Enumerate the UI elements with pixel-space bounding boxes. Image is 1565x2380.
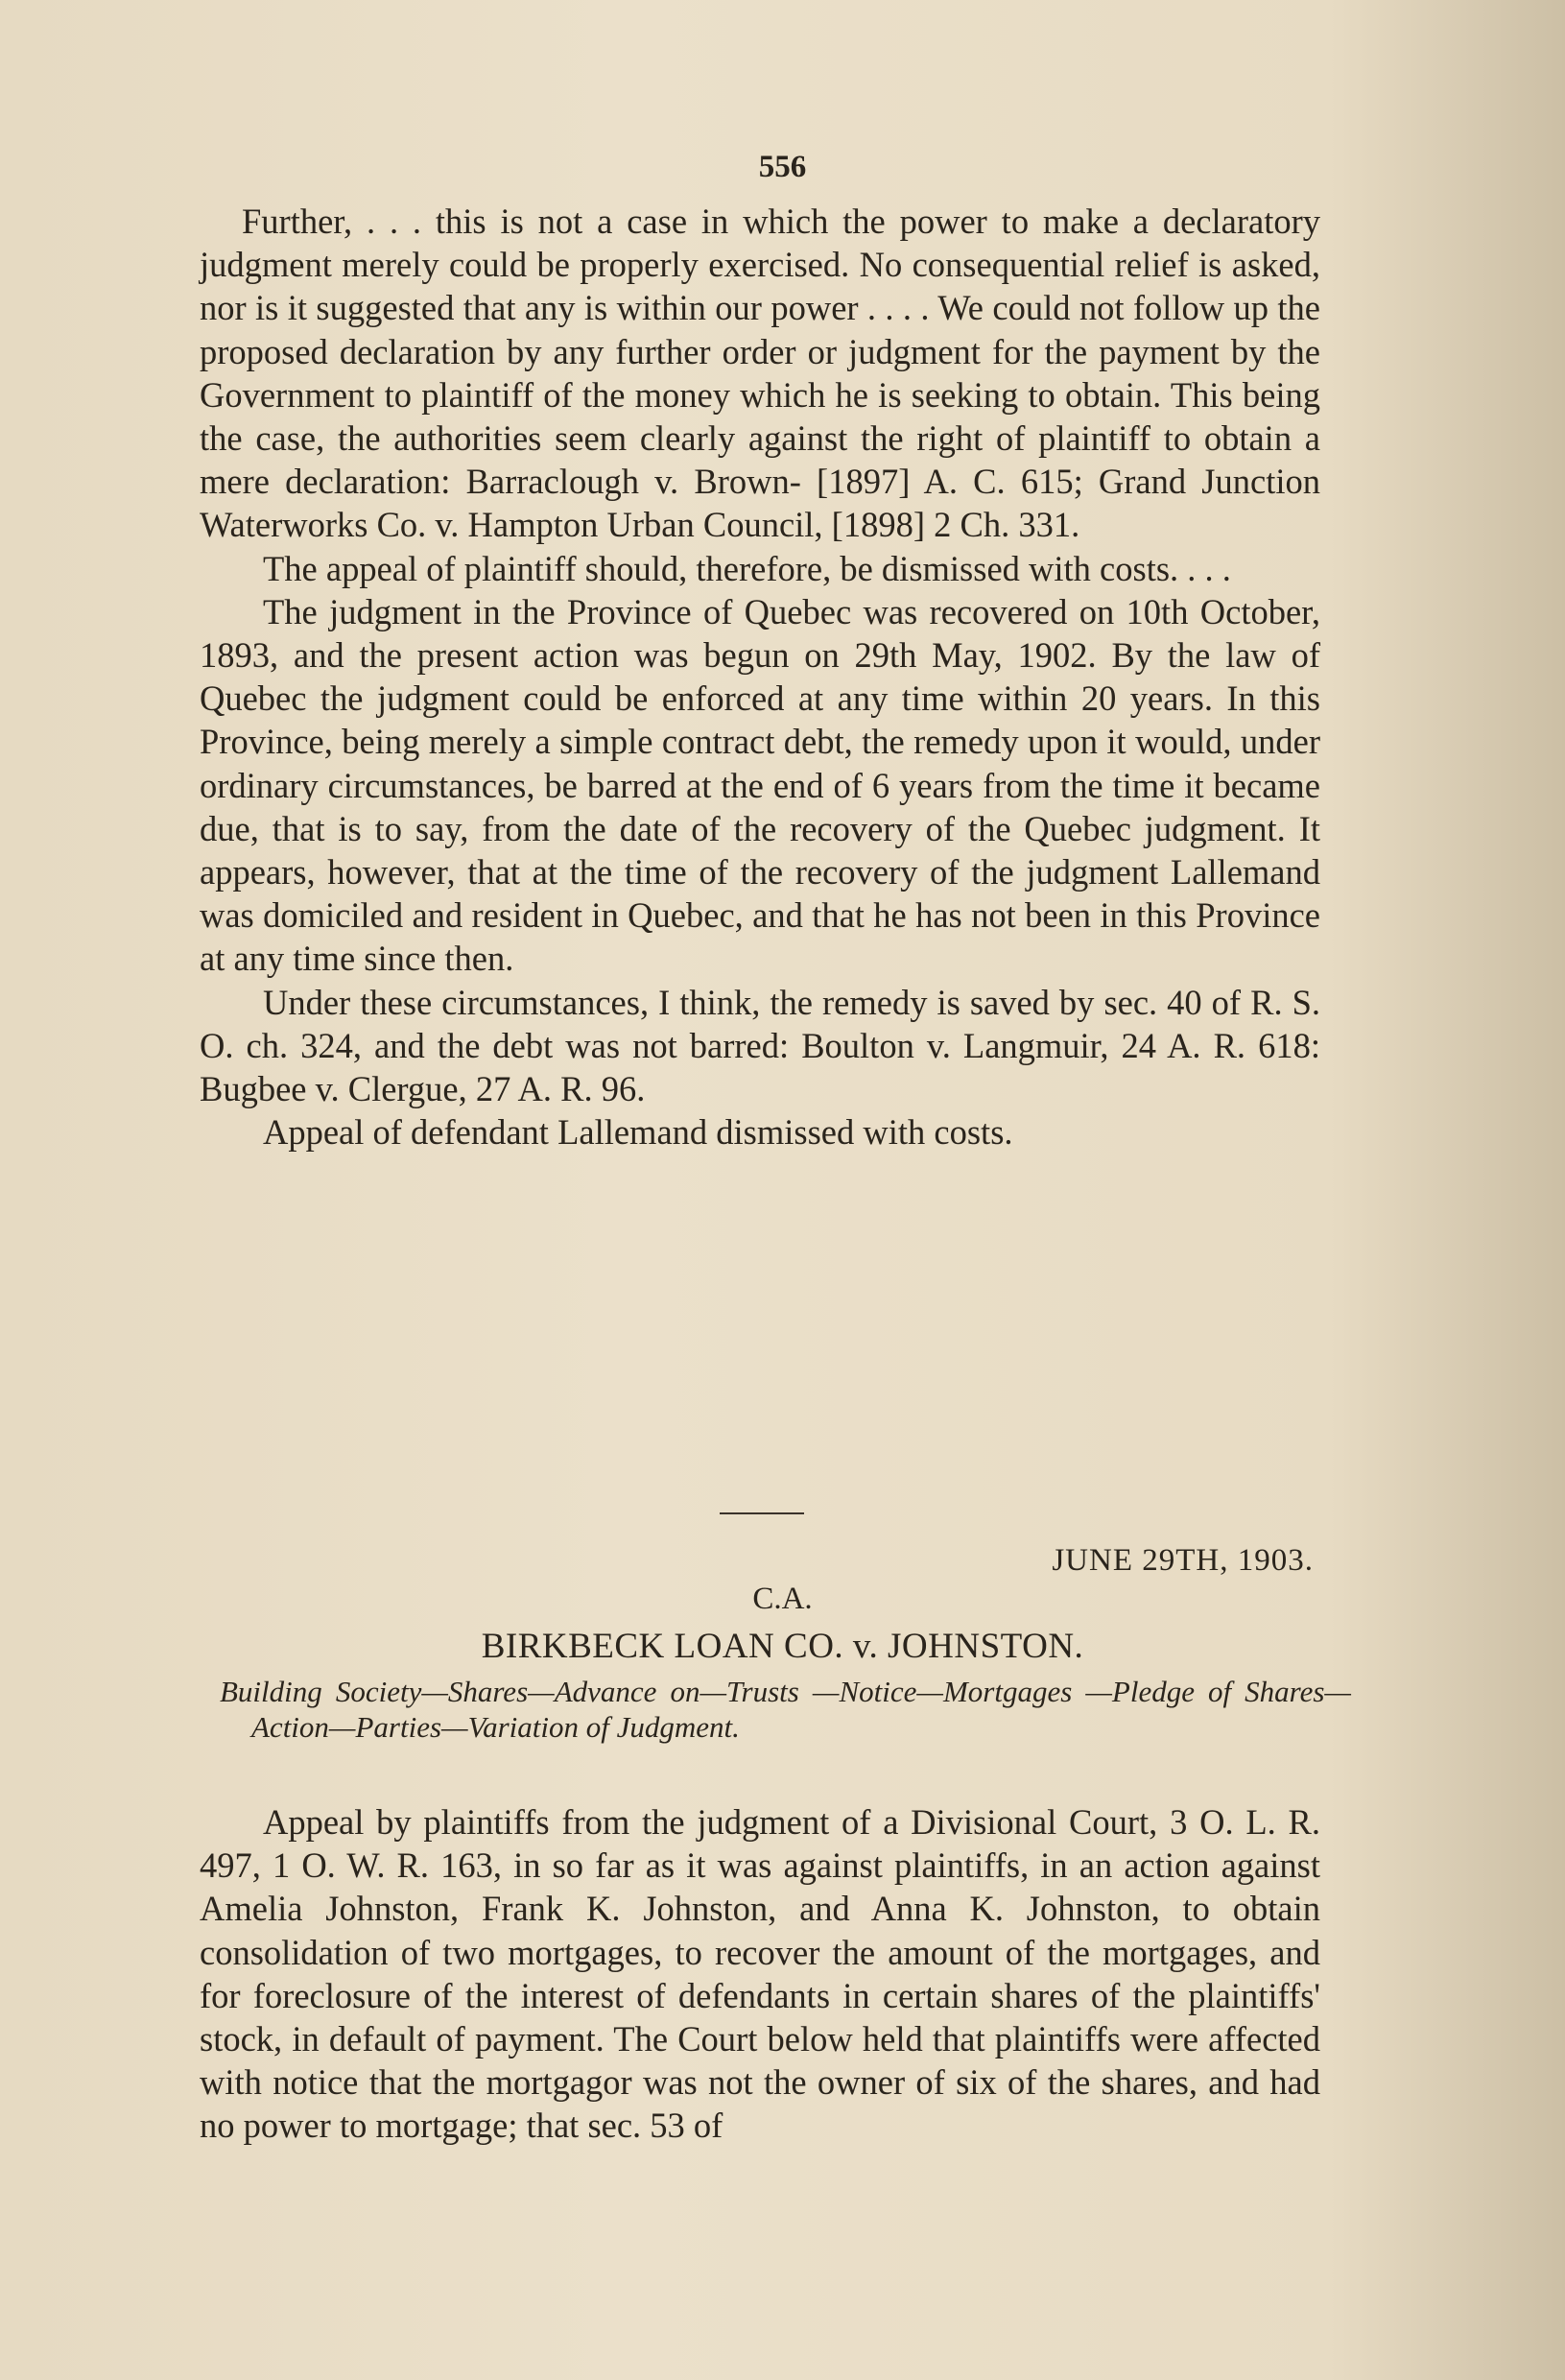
opinion-paragraph: Further, . . . this is not a case in which the power to make a declaratory judgment merely could be properly exercised. No consequential relief is asked, nor is it suggested that any is within our power . . . . We could not follow up the proposed declaration by any further order or judgment for the payment by the Government to plaintiff of the money which he is seeking to obtain. This being the case, the authorities seem clearly against the right of plaintiff to obtain a mere declaration: Barraclough v. Brown- [1897] A. C. 615; Grand Junction Waterworks Co. v. Hampton Urban Council, [1898] 2 Ch. 331. — [200, 202, 1320, 545]
court-label: C.A. — [752, 1582, 813, 1616]
opinion-paragraph: Appeal of defendant Lallemand dismissed with costs. — [263, 1112, 1013, 1153]
case-text — [200, 1800, 1320, 2148]
case-date: JUNE 29TH, 1903. — [1052, 1543, 1314, 1578]
opinion-paragraph: Under these circumstances, I think, the remedy is saved by sec. 40 of R. S. O. ch. 324, and the debt was not barred: Boulton v. Langmuir, 24 A. R. 618: Bugbee v. Clergue, 27 A. R. 96. — [200, 982, 1320, 1109]
section-divider — [720, 1512, 804, 1514]
case-title: BIRKBECK LOAN CO. v. JOHNSTON. — [481, 1627, 1084, 1666]
opinion-paragraph: The appeal of plaintiff should, therefore, be dismissed with costs. . . . — [263, 548, 1231, 588]
case-headnote: Building Society—Shares—Advance on—Trusts —Notice—Mortgages —Pledge of Shares—Action—Parties—Variation of Judgment. — [220, 1675, 1351, 1744]
case-paragraph: Appeal by plaintiffs from the judgment of a Divisional Court, 3 O. L. R. 497, 1 O. W. R. 163, in so far as it was against plaintiffs, in an action against Amelia Johnston, Frank K. Johnston, and Anna K. Johnston, to obtain consolidation of two mortgages, to recover the amount of the mortgages, and for foreclosure of the interest of defendants in certain shares of the plaintiffs' stock, in default of payment. The Court below held that plaintiffs were affected with notice that the mortgagor was not the owner of six of the shares, and had no power to mortgage; that sec. 53 of — [200, 1802, 1320, 2146]
opinion-paragraph: The judgment in the Province of Quebec was recovered on 10th October, 1893, and the present action was begun on 29th May, 1902. By the law of Quebec the judgment could be enforced at any time within 20 years. In this Province, being merely a simple contract debt, the remedy upon it would, under ordinary circumstances, be barred at the end of 6 years from the time it became due, that is to say, from the date of the recovery of the Quebec judgment. It appears, however, that at the time of the recovery of the judgment Lallemand was domiciled and resident in Quebec, and that he has not been in this Province at any time since then. — [200, 591, 1320, 979]
page-number: 556 — [758, 150, 807, 184]
opinion-text — [200, 200, 1320, 1154]
